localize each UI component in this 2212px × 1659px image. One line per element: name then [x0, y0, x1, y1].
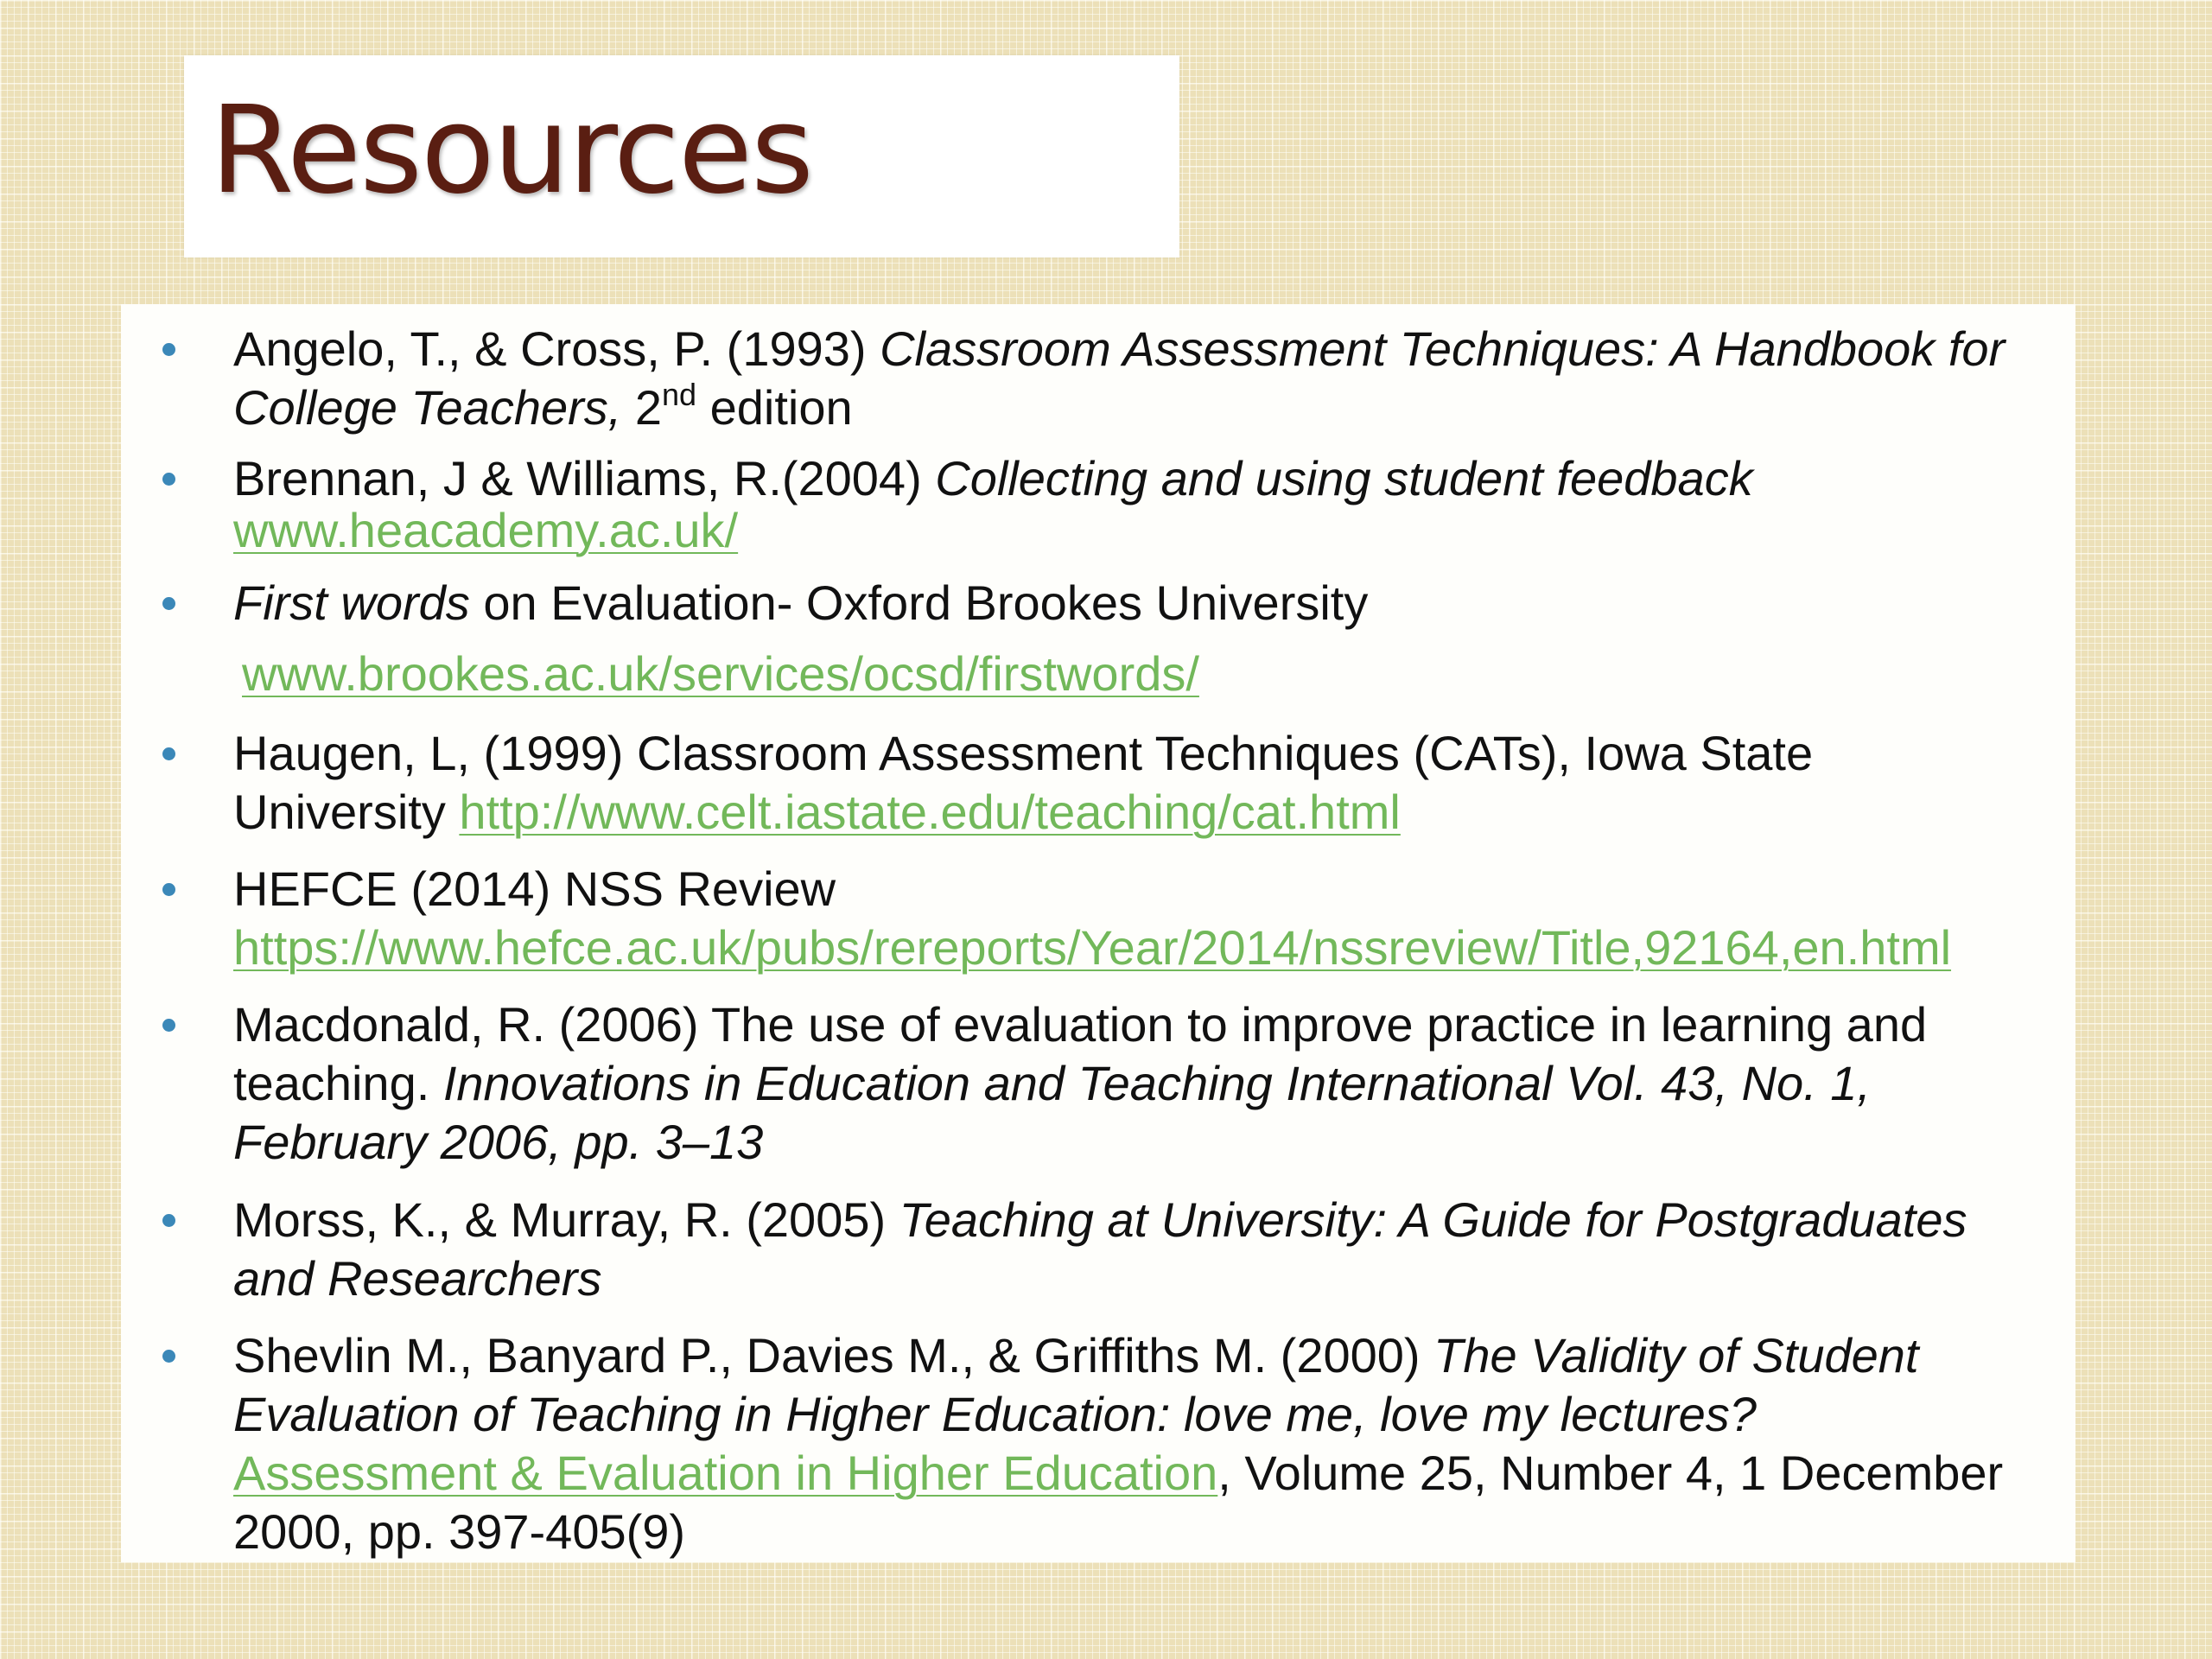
bullet-icon: [162, 597, 175, 610]
bullet-icon: [162, 1350, 175, 1363]
bullet-icon: [162, 343, 175, 356]
iastate-link[interactable]: http://www.celt.iastate.edu/teaching/cat.html: [459, 785, 1401, 839]
reference-line: [233, 918, 1951, 977]
brookes-link[interactable]: www.brookes.ac.uk/services/ocsd/firstwords/: [242, 646, 1199, 701]
reference-line: [233, 574, 1368, 632]
reference-title: The Validity of Student: [1433, 1328, 1919, 1382]
reference-text: Haugen, L, (1999) Classroom Assessment Techniques (CATs), Iowa State: [233, 726, 1814, 780]
edition-number: 2: [634, 380, 663, 435]
reference-line: [233, 1113, 763, 1172]
reference-text: teaching.: [233, 1056, 443, 1110]
reference-line: [233, 1385, 1757, 1444]
reference-line: [233, 995, 1927, 1054]
edition-label: edition: [696, 380, 853, 435]
bullet-icon: [162, 1019, 175, 1032]
hefce-link[interactable]: https://www.hefce.ac.uk/pubs/rereports/Year/2014/nssreview/Title,92164,en.html: [233, 920, 1952, 975]
reference-line: [233, 783, 1401, 842]
reference-title: Classroom Assessment Techniques: A Handbook for: [880, 321, 2005, 376]
reference-title: and Researchers: [233, 1251, 602, 1306]
reference-line: [233, 1503, 685, 1561]
reference-line: [233, 501, 738, 560]
reference-journal: Innovations in Education and Teaching International Vol. 43, No. 1,: [442, 1056, 1871, 1110]
reference-line: [233, 378, 853, 437]
reference-authors: Morss, K., & Murray, R. (2005): [233, 1192, 899, 1247]
reference-title: First words: [233, 575, 470, 630]
reference-text: , Volume 25, Number 4, 1 December: [1217, 1446, 2004, 1500]
reference-text: HEFCE (2014) NSS Review: [233, 861, 836, 916]
reference-line: [233, 1191, 1967, 1249]
reference-line: [233, 1444, 2003, 1503]
bullet-icon: [162, 883, 175, 896]
reference-authors: Brennan, J & Williams, R.(2004): [233, 451, 936, 505]
edition-ordinal: nd: [662, 377, 697, 412]
reference-line: [233, 860, 836, 918]
reference-line: [233, 320, 2005, 378]
reference-source: on Evaluation- Oxford Brookes University: [469, 575, 1369, 630]
reference-line: [233, 724, 1813, 783]
reference-line: [242, 645, 1199, 703]
journal-link[interactable]: Assessment & Evaluation in Higher Education: [233, 1446, 1218, 1500]
reference-line: [233, 1249, 601, 1308]
reference-authors: Shevlin M., Banyard P., Davies M., & Griffiths M. (2000): [233, 1328, 1434, 1382]
bullet-icon: [162, 1214, 175, 1227]
heacademy-link[interactable]: www.heacademy.ac.uk/: [233, 503, 739, 557]
title-box: [184, 55, 1179, 257]
reference-authors: Angelo, T., & Cross, P. (1993): [233, 321, 880, 376]
reference-text: 2000, pp. 397-405(9): [233, 1504, 686, 1559]
bullet-icon: [162, 473, 175, 486]
reference-line: [233, 1054, 1871, 1113]
reference-title: Collecting and using student feedback: [935, 451, 1753, 505]
bullet-icon: [162, 747, 175, 760]
references-box: [121, 304, 2075, 1562]
reference-title: Evaluation of Teaching in Higher Education: love me, love my lectures?: [233, 1387, 1757, 1441]
reference-line: [233, 449, 1753, 508]
reference-line: [233, 1326, 1919, 1385]
reference-title: College Teachers,: [233, 380, 635, 435]
reference-text: Macdonald, R. (2006) The use of evaluation to improve practice in learning and: [233, 997, 1928, 1052]
reference-text: University: [233, 785, 460, 839]
reference-journal: February 2006, pp. 3–13: [233, 1115, 764, 1169]
reference-title: Teaching at University: A Guide for Postgraduates: [899, 1192, 1967, 1247]
slide-title: Resources: [210, 80, 812, 221]
